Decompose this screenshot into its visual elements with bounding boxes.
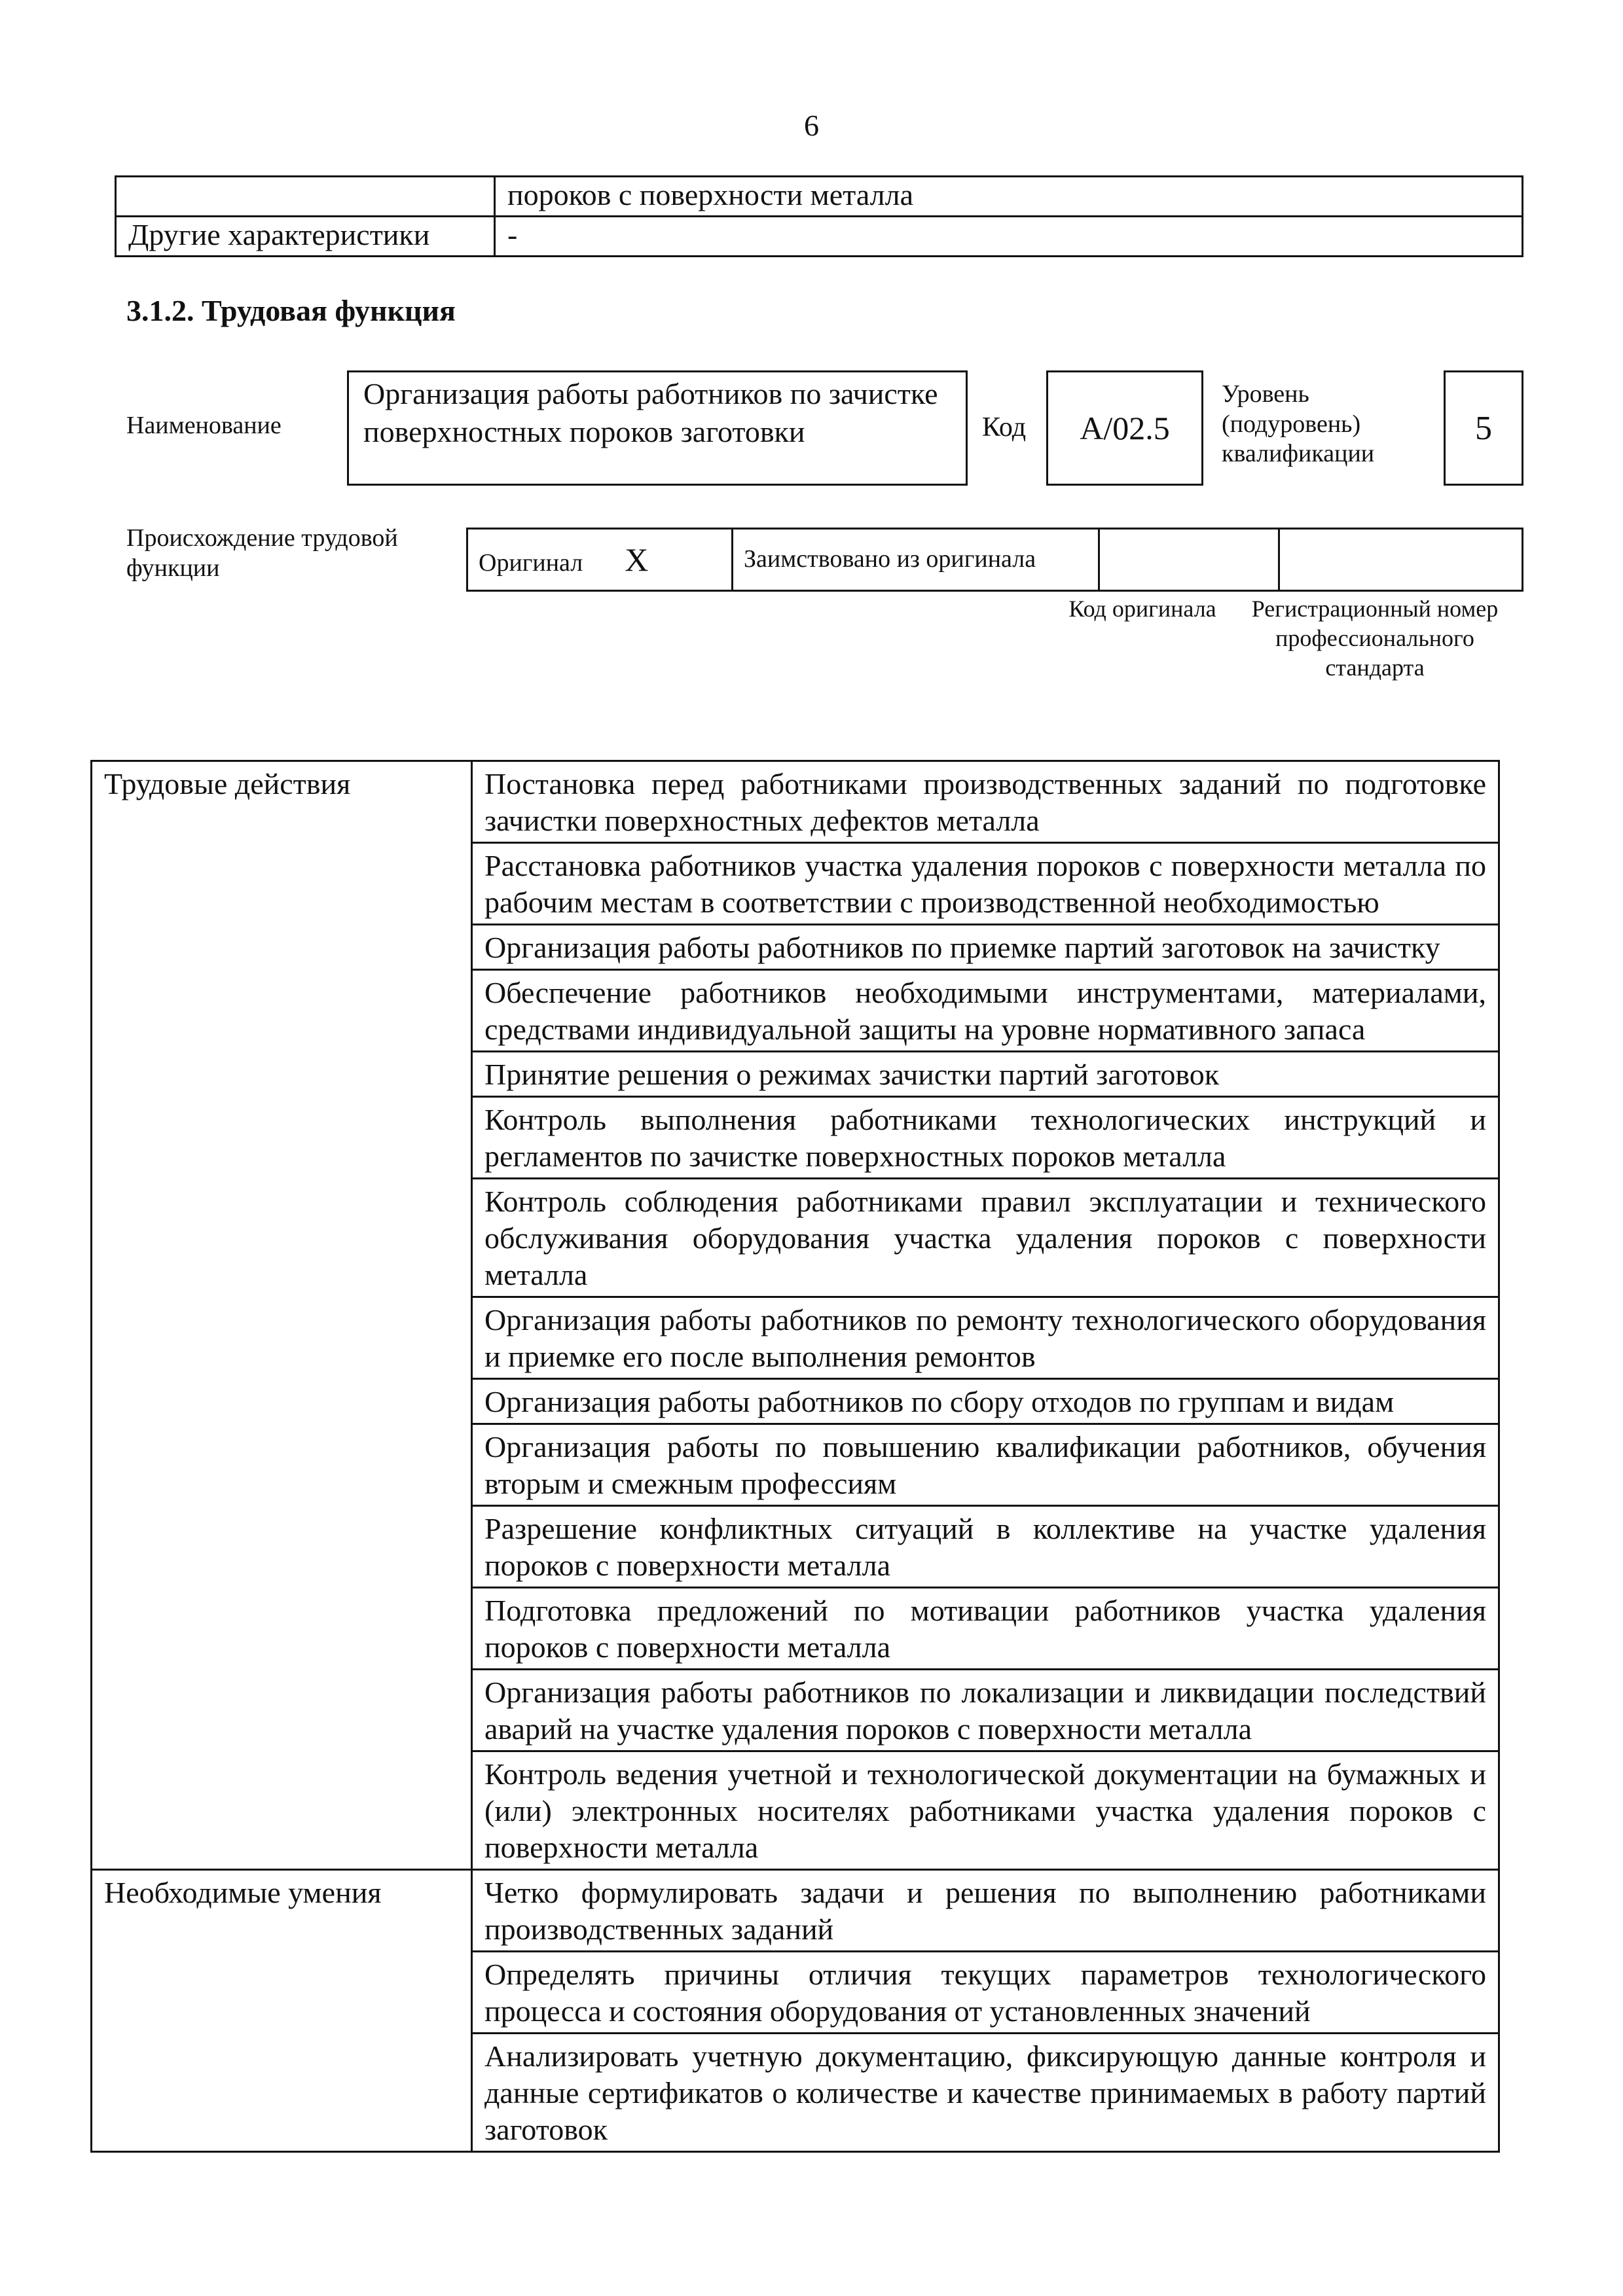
table-cell-label: Другие характеристики xyxy=(116,217,495,257)
labor-actions-item: Организация работы по повышению квалификации работников, обучения вторым и смежным профессиям xyxy=(472,1424,1499,1506)
labor-actions-label: Трудовые действия xyxy=(92,761,472,1870)
code-value-box: А/02.5 xyxy=(1046,370,1203,486)
table-row xyxy=(116,217,1523,257)
level-label: Уровень (подуровень) квалификации xyxy=(1222,380,1375,468)
labor-actions-item: Контроль выполнения работниками технологических инструкций и регламентов по зачистке поверхностных пороков металла xyxy=(472,1097,1499,1179)
labor-actions-item: Контроль соблюдения работниками правил эксплуатации и технического обслуживания оборудования участка удаления пороков с поверхности металла xyxy=(472,1179,1499,1297)
section-title: 3.1.2. Трудовая функция xyxy=(126,294,456,327)
borrowed-cell: Заимствовано из оригинала xyxy=(733,529,1099,591)
name-label: Наименование xyxy=(126,412,282,439)
labor-actions-item: Расстановка работников участка удаления пороков с поверхности металла по рабочим местам в соответствии с производственной необходимостью xyxy=(472,843,1499,925)
table-row xyxy=(92,1870,1499,1952)
origin-label: Происхождение трудовой функции xyxy=(126,524,398,582)
labor-actions-item: Принятие решения о режимах зачистки партий заготовок xyxy=(472,1052,1499,1097)
required-skills-label: Необходимые умения xyxy=(92,1870,472,2152)
reg-number-caption: Регистрационный номер профессионального стандарта xyxy=(1251,596,1499,681)
continuation-table xyxy=(115,175,1523,257)
required-skills-item: Анализировать учетную документацию, фиксирующую данные контроля и данные сертификатов о количестве и качестве принимаемых в работу партий заготовок xyxy=(472,2034,1499,2152)
page-number: 6 xyxy=(804,109,819,142)
labor-actions-item: Постановка перед работниками производственных заданий по подготовке зачистки поверхностных дефектов металла xyxy=(472,761,1499,843)
original-cell xyxy=(467,529,733,591)
table-cell-label xyxy=(116,177,495,217)
function-details-table xyxy=(90,760,1500,2153)
table-cell-value: - xyxy=(495,217,1523,257)
code-original-caption: Код оригинала xyxy=(1068,596,1216,622)
labor-actions-item: Разрешение конфликтных ситуаций в коллективе на участке удаления пороков с поверхности металла xyxy=(472,1506,1499,1588)
original-label: Оригинал xyxy=(479,549,583,577)
table-row xyxy=(116,177,1523,217)
labor-actions-item: Обеспечение работников необходимыми инструментами, материалами, средствами индивидуальной защиты на уровне нормативного запаса xyxy=(472,970,1499,1052)
labor-actions-item: Организация работы работников по локализации и ликвидации последствий аварий на участке удаления пороков с поверхности металла xyxy=(472,1670,1499,1751)
code-label: Код xyxy=(982,412,1027,442)
required-skills-item: Четко формулировать задачи и решения по выполнению работниками производственных заданий xyxy=(472,1870,1499,1952)
required-skills-item: Определять причины отличия текущих параметров технологического процесса и состояния оборудования от установленных значений xyxy=(472,1952,1499,2034)
table-row xyxy=(92,761,1499,843)
level-value-box: 5 xyxy=(1444,370,1523,486)
reg-number-cell xyxy=(1279,529,1523,591)
labor-actions-item: Организация работы работников по ремонту технологического оборудования и приемке его после выполнения ремонтов xyxy=(472,1297,1499,1379)
labor-actions-item: Подготовка предложений по мотивации работников участка удаления пороков с поверхности металла xyxy=(472,1588,1499,1670)
origin-table xyxy=(466,528,1523,592)
labor-actions-item: Организация работы работников по сбору отходов по группам и видам xyxy=(472,1379,1499,1424)
original-mark: X xyxy=(625,541,649,578)
labor-actions-item: Организация работы работников по приемке партий заготовок на зачистку xyxy=(472,925,1499,970)
labor-actions-item: Контроль ведения учетной и технологической документации на бумажных и (или) электронных носителях работниками участка удаления пороков с поверхности металла xyxy=(472,1751,1499,1870)
name-value-box: Организация работы работников по зачистке поверхностных пороков заготовки xyxy=(347,370,968,486)
table-cell-value: пороков с поверхности металла xyxy=(495,177,1523,217)
code-original-cell xyxy=(1099,529,1279,591)
